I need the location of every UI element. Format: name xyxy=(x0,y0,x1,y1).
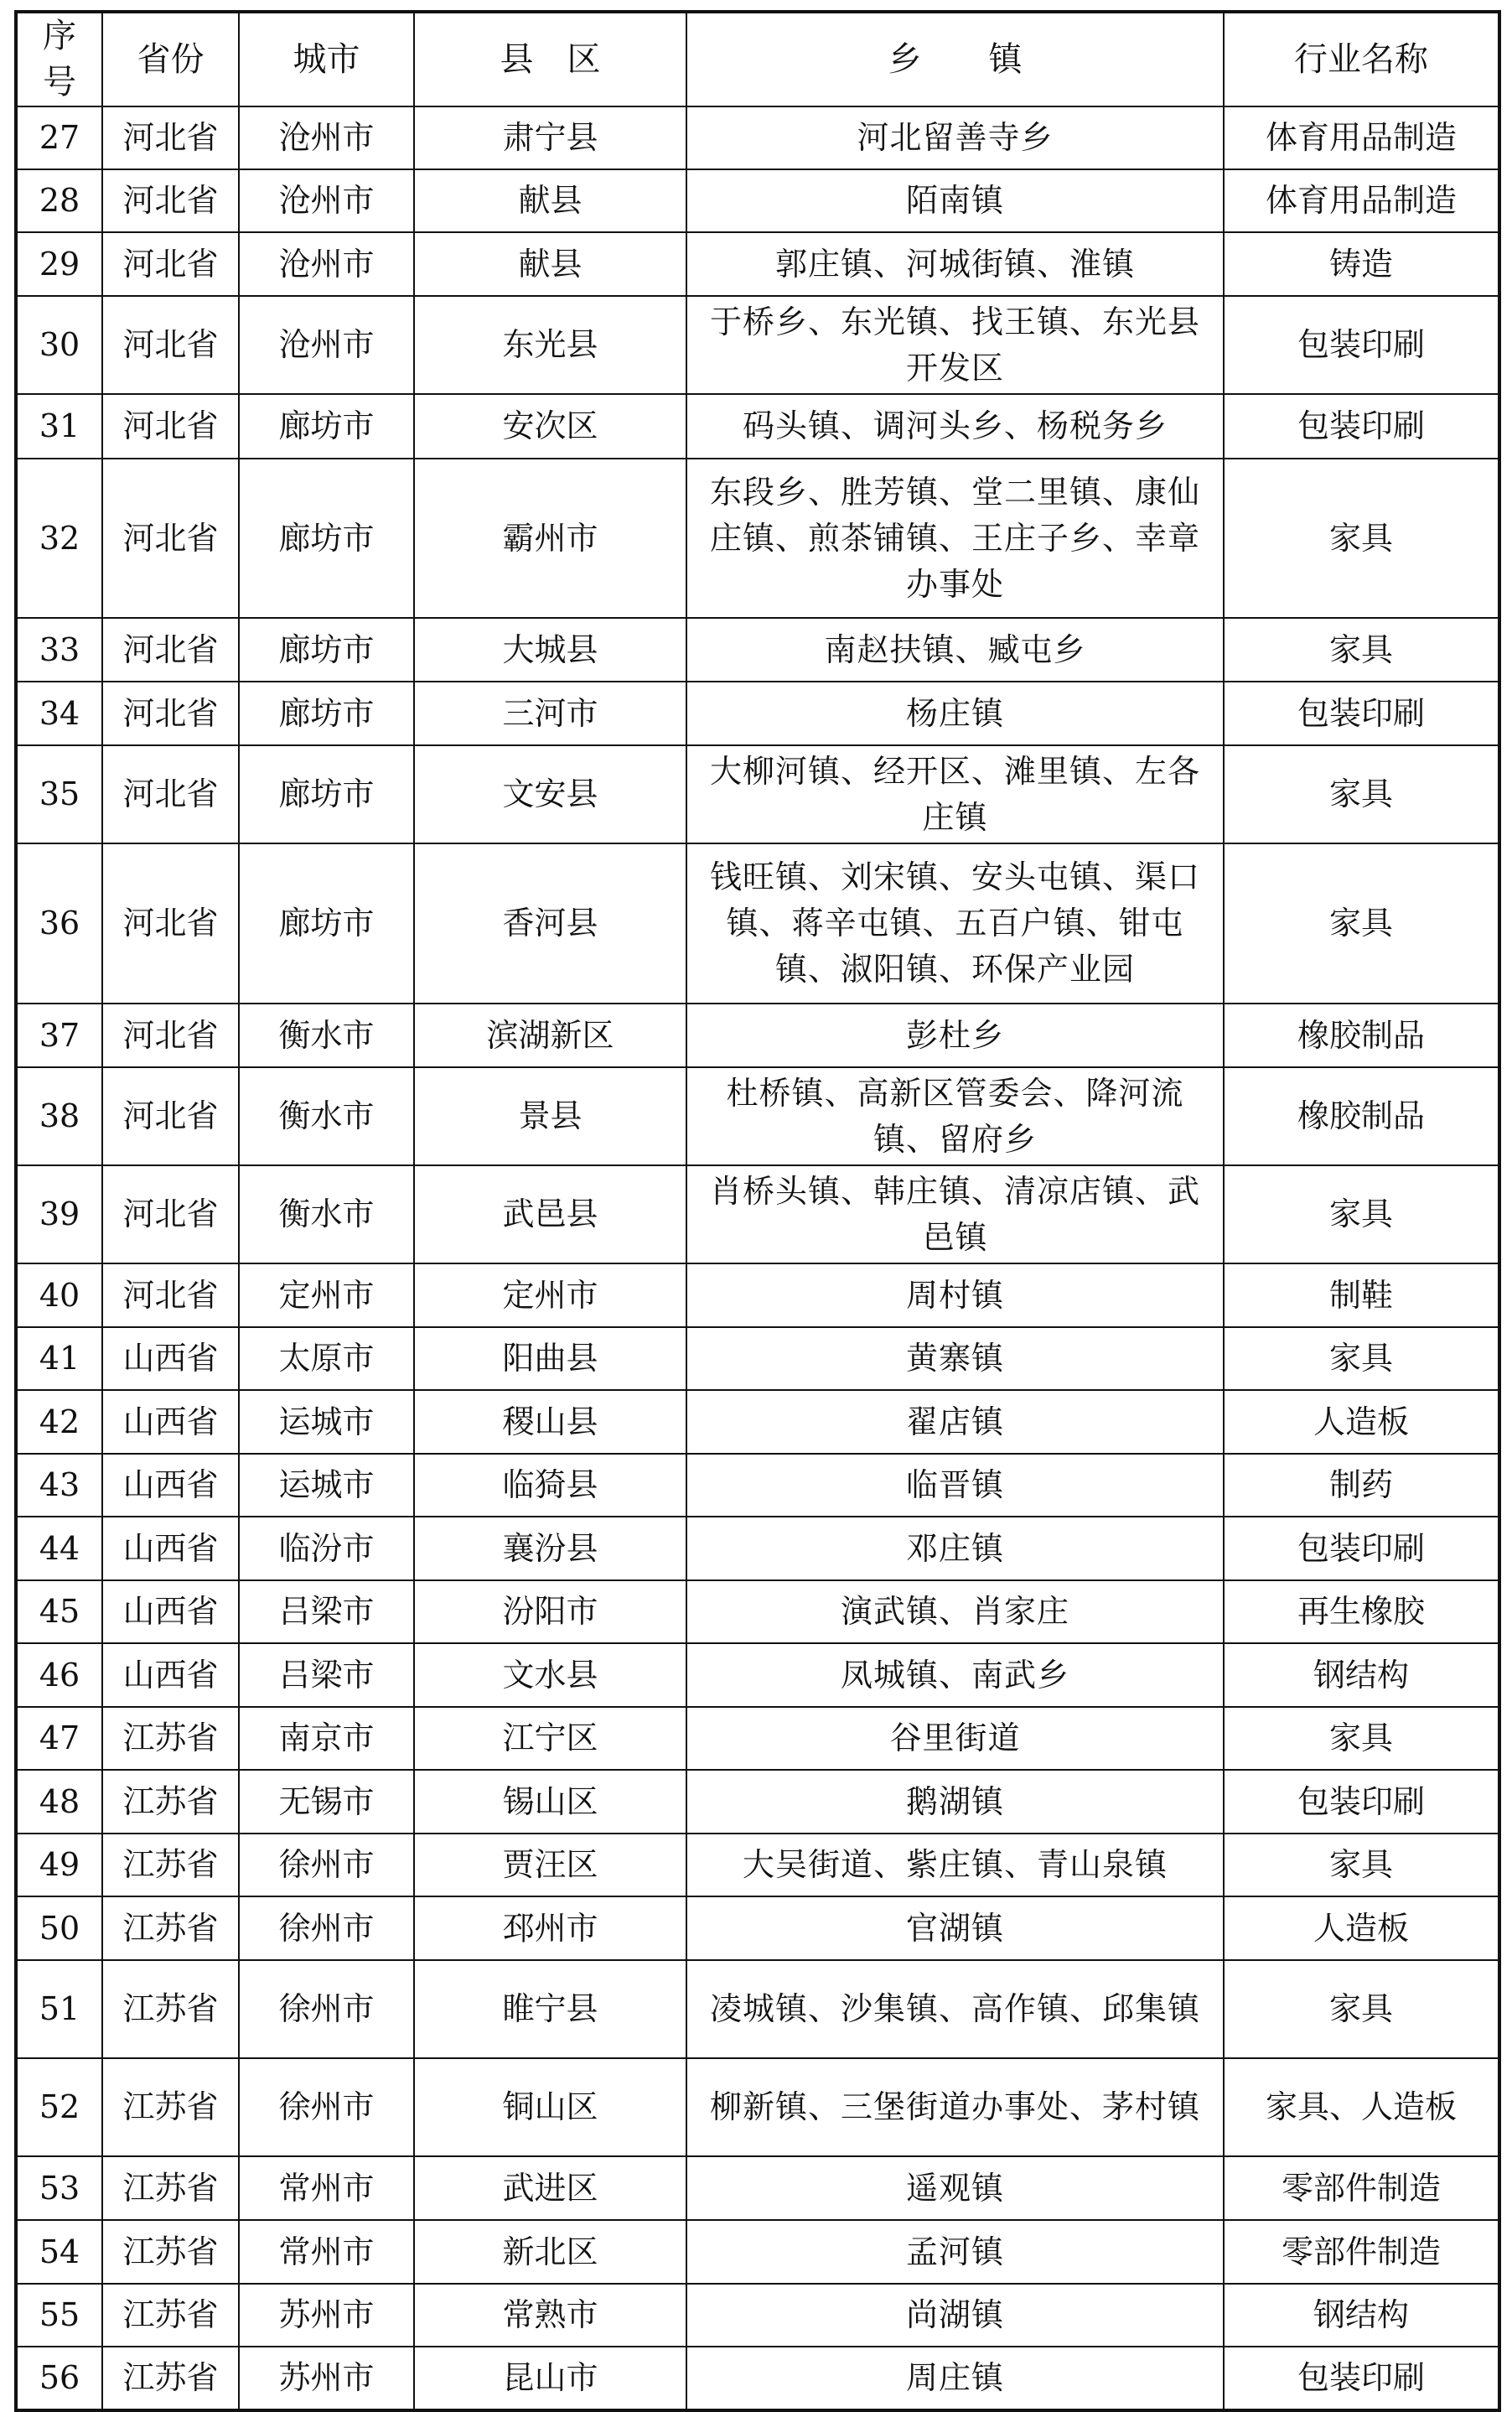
cell-town: 邓庄镇 xyxy=(686,1517,1224,1580)
cell-industry: 零部件制造 xyxy=(1224,2156,1499,2220)
cell-county: 阳曲县 xyxy=(414,1327,686,1390)
cell-county: 安次区 xyxy=(414,394,686,459)
cell-index: 39 xyxy=(16,1165,102,1263)
cell-index: 48 xyxy=(16,1770,102,1834)
cell-city: 运城市 xyxy=(239,1390,414,1454)
cell-city: 运城市 xyxy=(239,1454,414,1517)
cell-county: 文安县 xyxy=(414,745,686,843)
cell-town: 河北留善寺乡 xyxy=(686,106,1224,169)
cell-town: 东段乡、胜芳镇、堂二里镇、康仙庄镇、煎茶铺镇、王庄子乡、幸章办事处 xyxy=(686,459,1224,618)
cell-industry: 制鞋 xyxy=(1224,1263,1499,1327)
cell-town: 黄寨镇 xyxy=(686,1327,1224,1390)
cell-index: 37 xyxy=(16,1004,102,1067)
cell-industry: 家具 xyxy=(1224,1165,1499,1263)
cell-province: 江苏省 xyxy=(102,1834,239,1896)
cell-industry: 体育用品制造 xyxy=(1224,169,1499,232)
table-row xyxy=(16,1960,1499,2058)
cell-industry: 家具 xyxy=(1224,459,1499,618)
cell-town: 肖桥头镇、韩庄镇、清凉店镇、武邑镇 xyxy=(686,1165,1224,1263)
cell-city: 廊坊市 xyxy=(239,745,414,843)
cell-industry: 包装印刷 xyxy=(1224,682,1499,745)
cell-index: 32 xyxy=(16,459,102,618)
cell-town: 南赵扶镇、臧屯乡 xyxy=(686,618,1224,682)
cell-county: 昆山市 xyxy=(414,2347,686,2410)
header-row xyxy=(16,12,1499,106)
cell-city: 徐州市 xyxy=(239,1896,414,1960)
table-row xyxy=(16,106,1499,169)
cell-index: 50 xyxy=(16,1896,102,1960)
cell-province: 河北省 xyxy=(102,1263,239,1327)
header-index: 序号 xyxy=(16,12,102,106)
cell-index: 27 xyxy=(16,106,102,169)
table-row xyxy=(16,394,1499,459)
table-row xyxy=(16,1770,1499,1834)
cell-index: 47 xyxy=(16,1707,102,1770)
cell-province: 江苏省 xyxy=(102,2156,239,2220)
table-row xyxy=(16,459,1499,618)
cell-industry: 家具 xyxy=(1224,618,1499,682)
cell-industry: 橡胶制品 xyxy=(1224,1004,1499,1067)
cell-town: 柳新镇、三堡街道办事处、茅村镇 xyxy=(686,2058,1224,2156)
cell-index: 44 xyxy=(16,1517,102,1580)
cell-province: 河北省 xyxy=(102,459,239,618)
cell-province: 河北省 xyxy=(102,232,239,296)
cell-industry: 钢结构 xyxy=(1224,2284,1499,2347)
table-row xyxy=(16,1067,1499,1165)
cell-province: 江苏省 xyxy=(102,2058,239,2156)
cell-county: 襄汾县 xyxy=(414,1517,686,1580)
cell-county: 文水县 xyxy=(414,1643,686,1707)
cell-town: 周庄镇 xyxy=(686,2347,1224,2410)
cell-city: 南京市 xyxy=(239,1707,414,1770)
cell-province: 江苏省 xyxy=(102,2220,239,2284)
cell-index: 36 xyxy=(16,843,102,1004)
cell-province: 河北省 xyxy=(102,169,239,232)
table-row xyxy=(16,1643,1499,1707)
table-row xyxy=(16,745,1499,843)
cell-index: 43 xyxy=(16,1454,102,1517)
cell-index: 52 xyxy=(16,2058,102,2156)
cell-county: 武邑县 xyxy=(414,1165,686,1263)
table-row xyxy=(16,2220,1499,2284)
cell-index: 54 xyxy=(16,2220,102,2284)
cell-city: 常州市 xyxy=(239,2220,414,2284)
table-row xyxy=(16,232,1499,296)
cell-city: 临汾市 xyxy=(239,1517,414,1580)
cell-county: 献县 xyxy=(414,169,686,232)
cell-province: 江苏省 xyxy=(102,1896,239,1960)
cell-town: 彭杜乡 xyxy=(686,1004,1224,1067)
table-header xyxy=(16,12,1499,106)
cell-county: 香河县 xyxy=(414,843,686,1004)
cell-town: 大柳河镇、经开区、滩里镇、左各庄镇 xyxy=(686,745,1224,843)
cell-province: 江苏省 xyxy=(102,1770,239,1834)
cell-industry: 家具 xyxy=(1224,1327,1499,1390)
cell-index: 35 xyxy=(16,745,102,843)
cell-province: 河北省 xyxy=(102,843,239,1004)
cell-town: 杨庄镇 xyxy=(686,682,1224,745)
cell-province: 山西省 xyxy=(102,1580,239,1643)
cell-city: 沧州市 xyxy=(239,106,414,169)
cell-city: 衡水市 xyxy=(239,1165,414,1263)
cell-county: 三河市 xyxy=(414,682,686,745)
cell-city: 徐州市 xyxy=(239,1834,414,1896)
cell-industry: 家具、人造板 xyxy=(1224,2058,1499,2156)
cell-county: 滨湖新区 xyxy=(414,1004,686,1067)
cell-county: 定州市 xyxy=(414,1263,686,1327)
cell-index: 33 xyxy=(16,618,102,682)
cell-county: 铜山区 xyxy=(414,2058,686,2156)
cell-industry: 铸造 xyxy=(1224,232,1499,296)
table-row xyxy=(16,169,1499,232)
table-row xyxy=(16,1390,1499,1454)
cell-city: 常州市 xyxy=(239,2156,414,2220)
cell-index: 55 xyxy=(16,2284,102,2347)
cell-county: 睢宁县 xyxy=(414,1960,686,2058)
cell-town: 遥观镇 xyxy=(686,2156,1224,2220)
table-row xyxy=(16,682,1499,745)
cell-city: 沧州市 xyxy=(239,296,414,394)
cell-city: 吕梁市 xyxy=(239,1580,414,1643)
cell-county: 武进区 xyxy=(414,2156,686,2220)
cell-index: 40 xyxy=(16,1263,102,1327)
table-row xyxy=(16,2347,1499,2410)
header-city: 城市 xyxy=(239,12,414,106)
cell-city: 苏州市 xyxy=(239,2284,414,2347)
cell-industry: 包装印刷 xyxy=(1224,394,1499,459)
table-row xyxy=(16,1263,1499,1327)
cell-city: 廊坊市 xyxy=(239,682,414,745)
cell-industry: 家具 xyxy=(1224,1960,1499,2058)
cell-town: 翟店镇 xyxy=(686,1390,1224,1454)
cell-province: 山西省 xyxy=(102,1327,239,1390)
cell-province: 河北省 xyxy=(102,682,239,745)
cell-city: 定州市 xyxy=(239,1263,414,1327)
cell-county: 锡山区 xyxy=(414,1770,686,1834)
cell-index: 29 xyxy=(16,232,102,296)
cell-town: 钱旺镇、刘宋镇、安头屯镇、渠口镇、蒋辛屯镇、五百户镇、钳屯镇、淑阳镇、环保产业园 xyxy=(686,843,1224,1004)
cell-province: 江苏省 xyxy=(102,1960,239,2058)
cell-city: 衡水市 xyxy=(239,1004,414,1067)
cell-city: 徐州市 xyxy=(239,1960,414,2058)
table-row xyxy=(16,1834,1499,1896)
table-row xyxy=(16,1580,1499,1643)
table-row xyxy=(16,296,1499,394)
cell-index: 51 xyxy=(16,1960,102,2058)
cell-province: 河北省 xyxy=(102,394,239,459)
header-province: 省份 xyxy=(102,12,239,106)
cell-town: 孟河镇 xyxy=(686,2220,1224,2284)
cell-industry: 人造板 xyxy=(1224,1390,1499,1454)
table-row xyxy=(16,1004,1499,1067)
cell-province: 河北省 xyxy=(102,1004,239,1067)
cell-index: 28 xyxy=(16,169,102,232)
cell-industry: 人造板 xyxy=(1224,1896,1499,1960)
cell-province: 山西省 xyxy=(102,1517,239,1580)
header-industry: 行业名称 xyxy=(1224,12,1499,106)
cell-index: 38 xyxy=(16,1067,102,1165)
cell-province: 山西省 xyxy=(102,1643,239,1707)
cell-county: 大城县 xyxy=(414,618,686,682)
cell-province: 河北省 xyxy=(102,1067,239,1165)
cell-industry: 家具 xyxy=(1224,1834,1499,1896)
cell-city: 徐州市 xyxy=(239,2058,414,2156)
cell-industry: 家具 xyxy=(1224,1707,1499,1770)
cell-county: 汾阳市 xyxy=(414,1580,686,1643)
cell-county: 江宁区 xyxy=(414,1707,686,1770)
cell-city: 吕梁市 xyxy=(239,1643,414,1707)
cell-town: 尚湖镇 xyxy=(686,2284,1224,2347)
cell-county: 景县 xyxy=(414,1067,686,1165)
table-row xyxy=(16,2284,1499,2347)
table-row xyxy=(16,1707,1499,1770)
cell-town: 于桥乡、东光镇、找王镇、东光县开发区 xyxy=(686,296,1224,394)
cell-town: 郭庄镇、河城街镇、淮镇 xyxy=(686,232,1224,296)
table-row xyxy=(16,618,1499,682)
cell-industry: 零部件制造 xyxy=(1224,2220,1499,2284)
cell-province: 山西省 xyxy=(102,1390,239,1454)
cell-county: 肃宁县 xyxy=(414,106,686,169)
cell-town: 陌南镇 xyxy=(686,169,1224,232)
cell-county: 稷山县 xyxy=(414,1390,686,1454)
table-row xyxy=(16,1327,1499,1390)
table-row xyxy=(16,843,1499,1004)
table-row xyxy=(16,2058,1499,2156)
cell-city: 沧州市 xyxy=(239,232,414,296)
industry-table xyxy=(14,10,1501,2412)
cell-city: 廊坊市 xyxy=(239,618,414,682)
cell-county: 霸州市 xyxy=(414,459,686,618)
cell-county: 献县 xyxy=(414,232,686,296)
cell-industry: 家具 xyxy=(1224,843,1499,1004)
cell-province: 河北省 xyxy=(102,745,239,843)
cell-industry: 包装印刷 xyxy=(1224,1517,1499,1580)
cell-town: 临晋镇 xyxy=(686,1454,1224,1517)
cell-town: 凌城镇、沙集镇、高作镇、邱集镇 xyxy=(686,1960,1224,2058)
cell-index: 31 xyxy=(16,394,102,459)
cell-province: 河北省 xyxy=(102,618,239,682)
cell-province: 江苏省 xyxy=(102,2284,239,2347)
cell-city: 廊坊市 xyxy=(239,459,414,618)
cell-county: 常熟市 xyxy=(414,2284,686,2347)
cell-town: 官湖镇 xyxy=(686,1896,1224,1960)
cell-industry: 制药 xyxy=(1224,1454,1499,1517)
cell-province: 江苏省 xyxy=(102,1707,239,1770)
cell-town: 鹅湖镇 xyxy=(686,1770,1224,1834)
cell-city: 廊坊市 xyxy=(239,394,414,459)
cell-city: 太原市 xyxy=(239,1327,414,1390)
cell-industry: 钢结构 xyxy=(1224,1643,1499,1707)
table-row xyxy=(16,1454,1499,1517)
cell-index: 45 xyxy=(16,1580,102,1643)
cell-index: 46 xyxy=(16,1643,102,1707)
cell-county: 临猗县 xyxy=(414,1454,686,1517)
cell-county: 东光县 xyxy=(414,296,686,394)
cell-industry: 再生橡胶 xyxy=(1224,1580,1499,1643)
cell-city: 无锡市 xyxy=(239,1770,414,1834)
cell-province: 河北省 xyxy=(102,106,239,169)
cell-index: 41 xyxy=(16,1327,102,1390)
cell-town: 周村镇 xyxy=(686,1263,1224,1327)
cell-index: 34 xyxy=(16,682,102,745)
cell-industry: 包装印刷 xyxy=(1224,296,1499,394)
cell-town: 谷里街道 xyxy=(686,1707,1224,1770)
cell-industry: 包装印刷 xyxy=(1224,2347,1499,2410)
cell-index: 53 xyxy=(16,2156,102,2220)
table-row xyxy=(16,1517,1499,1580)
table-row xyxy=(16,1165,1499,1263)
cell-town: 大吴街道、紫庄镇、青山泉镇 xyxy=(686,1834,1224,1896)
cell-county: 贾汪区 xyxy=(414,1834,686,1896)
table-row xyxy=(16,1896,1499,1960)
cell-county: 新北区 xyxy=(414,2220,686,2284)
cell-index: 56 xyxy=(16,2347,102,2410)
cell-index: 42 xyxy=(16,1390,102,1454)
cell-city: 衡水市 xyxy=(239,1067,414,1165)
cell-city: 沧州市 xyxy=(239,169,414,232)
cell-province: 河北省 xyxy=(102,296,239,394)
cell-county: 邳州市 xyxy=(414,1896,686,1960)
table-body xyxy=(16,106,1499,2410)
header-county: 县 区 xyxy=(414,12,686,106)
cell-town: 凤城镇、南武乡 xyxy=(686,1643,1224,1707)
cell-city: 苏州市 xyxy=(239,2347,414,2410)
cell-city: 廊坊市 xyxy=(239,843,414,1004)
cell-index: 30 xyxy=(16,296,102,394)
cell-industry: 家具 xyxy=(1224,745,1499,843)
cell-town: 演武镇、肖家庄 xyxy=(686,1580,1224,1643)
table-row xyxy=(16,2156,1499,2220)
cell-town: 杜桥镇、高新区管委会、降河流镇、留府乡 xyxy=(686,1067,1224,1165)
cell-province: 河北省 xyxy=(102,1165,239,1263)
cell-town: 码头镇、调河头乡、杨税务乡 xyxy=(686,394,1224,459)
cell-index: 49 xyxy=(16,1834,102,1896)
cell-industry: 体育用品制造 xyxy=(1224,106,1499,169)
cell-industry: 橡胶制品 xyxy=(1224,1067,1499,1165)
cell-province: 江苏省 xyxy=(102,2347,239,2410)
cell-industry: 包装印刷 xyxy=(1224,1770,1499,1834)
cell-province: 山西省 xyxy=(102,1454,239,1517)
header-town: 乡 镇 xyxy=(686,12,1224,106)
